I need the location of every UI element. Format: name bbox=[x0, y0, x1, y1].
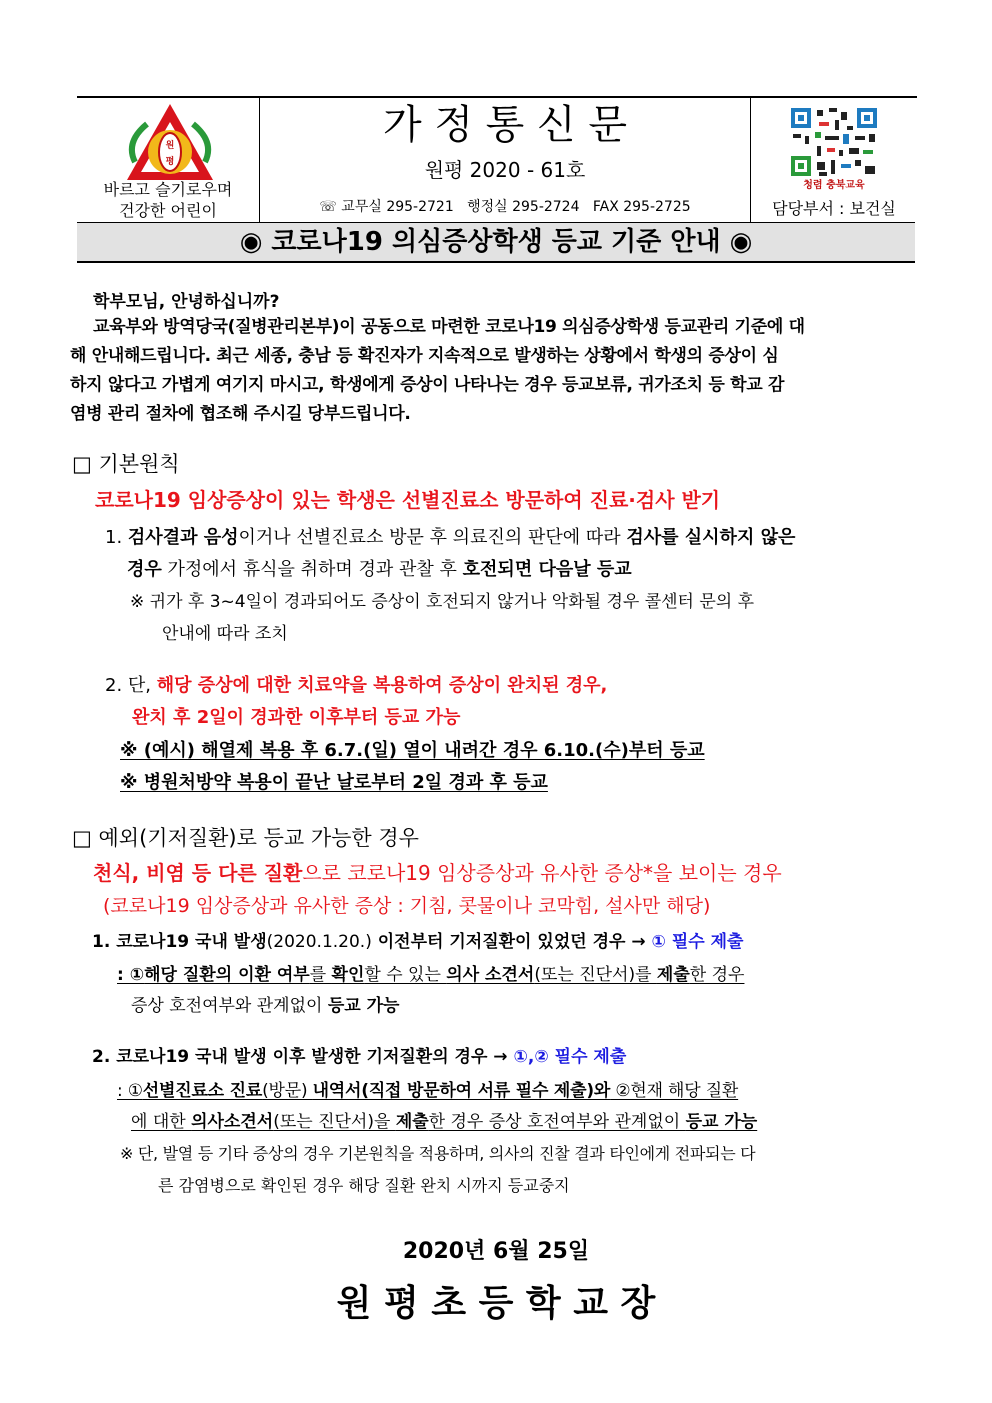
ex1-l2-e: 할 수 있는 bbox=[364, 965, 447, 985]
issue-date: 2020년 6월 25일 bbox=[402, 1239, 590, 1264]
ex2-l3-c: (또는 진단서)을 bbox=[273, 1112, 396, 1132]
ex2-l3-f: 등교 가능 bbox=[685, 1112, 758, 1132]
ex1-l3-b: 등교 가능 bbox=[327, 996, 400, 1016]
qr-caption: 청렴 충북교육 bbox=[803, 180, 865, 191]
ex1-l2-a: : ① bbox=[117, 965, 145, 985]
item-1-num: 1. bbox=[105, 527, 123, 548]
notice-title-bar bbox=[77, 222, 915, 263]
principal-signature: 원 평 초 등 학 교 장 bbox=[336, 1283, 656, 1324]
ex2-l3-e: 한 경우 증상 호전여부와 관계없이 bbox=[428, 1112, 686, 1132]
ex2-l2-c: (방문) bbox=[262, 1081, 313, 1101]
item-2-cured: 해당 증상에 대한 치료약을 복용하여 증상이 완치된 경우, bbox=[156, 675, 608, 696]
item-2-lead: 단, bbox=[127, 675, 157, 696]
exception-item-2 bbox=[92, 1042, 626, 1072]
exception-item-1 bbox=[92, 927, 743, 957]
ex2-l2-a: : ① bbox=[117, 1081, 143, 1101]
ex1-l2-b: 해당 질환의 이환 여부 bbox=[144, 965, 310, 985]
ex2-l3-d: 제출 bbox=[395, 1112, 429, 1132]
intro-line-4: 염병 관리 절차에 협조해 주시길 당부드립니다. bbox=[70, 404, 411, 424]
greeting: 학부모님, 안녕하십니까? bbox=[93, 292, 280, 312]
ex1-l2-h: 제출 bbox=[656, 965, 690, 985]
ex-item-1-required: ① 필수 제출 bbox=[651, 932, 744, 952]
ex1-l2-f: 의사 소견서 bbox=[446, 965, 535, 985]
ex-item-1-date: (2020.1.20.) bbox=[266, 932, 372, 952]
ex1-l2-d: 확인 bbox=[331, 965, 365, 985]
ex2-l2-d: 내역서(직접 방문하여 서류 필수 제출)와 bbox=[312, 1081, 611, 1101]
ex-item-1-a: 1. 코로나19 국내 발생 bbox=[92, 932, 267, 952]
newsletter-title: 가 정 통 신 문 bbox=[382, 102, 628, 148]
item-1-case: 경우 bbox=[127, 559, 162, 580]
exception-lead-rest: 으로 코로나19 임상증상과 유사한 증상*을 보이는 경우 bbox=[302, 861, 782, 885]
item-2-num: 2. bbox=[105, 675, 123, 696]
ex1-l2-g: (또는 진단서)를 bbox=[534, 965, 657, 985]
newsletter-title-cell bbox=[260, 98, 751, 222]
ex2-l2-b: 선별진료소 진료 bbox=[142, 1081, 263, 1101]
exception-item-1-line-2 bbox=[117, 960, 744, 990]
item-1-text-b: 가정에서 휴식을 취하며 경과 관찰 후 bbox=[161, 559, 463, 580]
item-1-note-2: 안내에 따라 조치 bbox=[162, 624, 288, 644]
motto-line-2: 건강한 어린이 bbox=[119, 201, 217, 220]
item-1-note-1: ※ 귀가 후 3~4일이 경과되어도 증상이 호전되지 않거나 악화될 경우 콜센터 문의 후 bbox=[130, 592, 755, 612]
ex1-l2-i: 한 경우 bbox=[689, 965, 745, 985]
exception-item-2-line-2 bbox=[117, 1076, 738, 1106]
notice-title: ◉ 코로나19 의심증상학생 등교 기준 안내 ◉ bbox=[239, 227, 753, 257]
item-2-example-2: ※ 병원처방약 복용이 끝난 날로부터 2일 경과 후 등교 bbox=[120, 772, 548, 793]
ex2-l3-a: 에 대한 bbox=[131, 1112, 192, 1132]
exception-similar-symptoms: (코로나19 임상증상과 유사한 증상 : 기침, 콧물이나 코막힘, 설사만 해당) bbox=[103, 895, 711, 917]
ex1-l2-c: 를 bbox=[309, 965, 332, 985]
exception-item-2-note-1: ※ 단, 발열 등 기타 증상의 경우 기본원칙을 적용하며, 의사의 진찰 결과 타인에게 전파되는 다 bbox=[120, 1144, 756, 1163]
issue-number: 원평 2020 - 61호 bbox=[424, 158, 586, 182]
exception-item-1-line-3 bbox=[131, 991, 399, 1021]
school-logo-cell bbox=[77, 98, 260, 222]
principle-item-2 bbox=[105, 671, 607, 701]
qr-code-icon bbox=[789, 106, 879, 178]
qr-cell bbox=[751, 98, 917, 222]
item-1-text-a: 이거나 선별진료소 방문 후 의료진의 판단에 따라 bbox=[238, 527, 627, 548]
principle-item-1-cont bbox=[127, 555, 632, 585]
intro-line-3: 하지 않다고 가볍게 여기지 마시고, 학생에게 증상이 나타나는 경우 등교보류, 귀가조치 등 학교 감 bbox=[70, 375, 785, 395]
motto-line-1: 바르고 슬기로우며 bbox=[103, 180, 233, 199]
item-2-two-days: 완치 후 2일이 경과한 이후부터 등교 가능 bbox=[132, 707, 461, 728]
contact-numbers: ☏ 교무실 295-2721 행정실 295-2724 FAX 295-2725 bbox=[319, 199, 691, 215]
ex2-l3-b: 의사소견서 bbox=[191, 1112, 274, 1132]
ex-item-2-a: 2. 코로나19 국내 발생 이후 발생한 기저질환의 경우 → bbox=[92, 1047, 514, 1067]
ex-item-1-c: 이전부터 기저질환이 있었던 경우 → bbox=[371, 932, 652, 952]
ex2-l2-e: ②현재 해당 질환 bbox=[610, 1081, 739, 1101]
letterhead bbox=[77, 96, 917, 224]
item-1-next-day: 호전되면 다음날 등교 bbox=[462, 559, 632, 580]
intro-line-2: 해 안내해드립니다. 최근 세종, 충남 등 확진자가 지속적으로 발생하는 상황에서 학생의 증상이 심 bbox=[70, 346, 779, 366]
ex-item-2-required: ①,② 필수 제출 bbox=[513, 1047, 627, 1067]
exception-item-2-line-3 bbox=[131, 1107, 757, 1137]
basic-principle-text: 코로나19 임상증상이 있는 학생은 선별진료소 방문하여 진료·검사 받기 bbox=[95, 488, 721, 512]
intro-line-1: 교육부와 방역당국(질병관리본부)이 공동으로 마련한 코로나19 의심증상학생 등교관리 기준에 대 bbox=[93, 317, 805, 337]
item-1-not-tested: 검사를 실시하지 않은 bbox=[626, 527, 796, 548]
department: 담당부서 : 보건실 bbox=[772, 199, 896, 218]
principle-item-1 bbox=[105, 523, 795, 553]
school-logo-icon bbox=[121, 102, 219, 186]
exception-item-2-note-2: 른 감염병으로 확인된 경우 해당 질환 완치 시까지 등교중지 bbox=[158, 1176, 570, 1195]
item-1-negative: 검사결과 음성 bbox=[127, 527, 239, 548]
section-exception-heading: □ 예외(기저질환)로 등교 가능한 경우 bbox=[72, 826, 419, 850]
svg-text:원: 원 bbox=[165, 141, 175, 151]
ex1-l3-a: 증상 호전여부와 관계없이 bbox=[131, 996, 328, 1016]
exception-lead-diseases: 천식, 비염 등 다른 질환 bbox=[93, 861, 303, 885]
exception-lead bbox=[93, 858, 782, 888]
svg-text:평: 평 bbox=[165, 157, 175, 167]
item-2-example-1: ※ (예시) 해열제 복용 후 6.7.(일) 열이 내려간 경우 6.10.(수)부터 등교 bbox=[120, 740, 705, 761]
section-basic-principle-heading: □ 기본원칙 bbox=[72, 452, 180, 476]
